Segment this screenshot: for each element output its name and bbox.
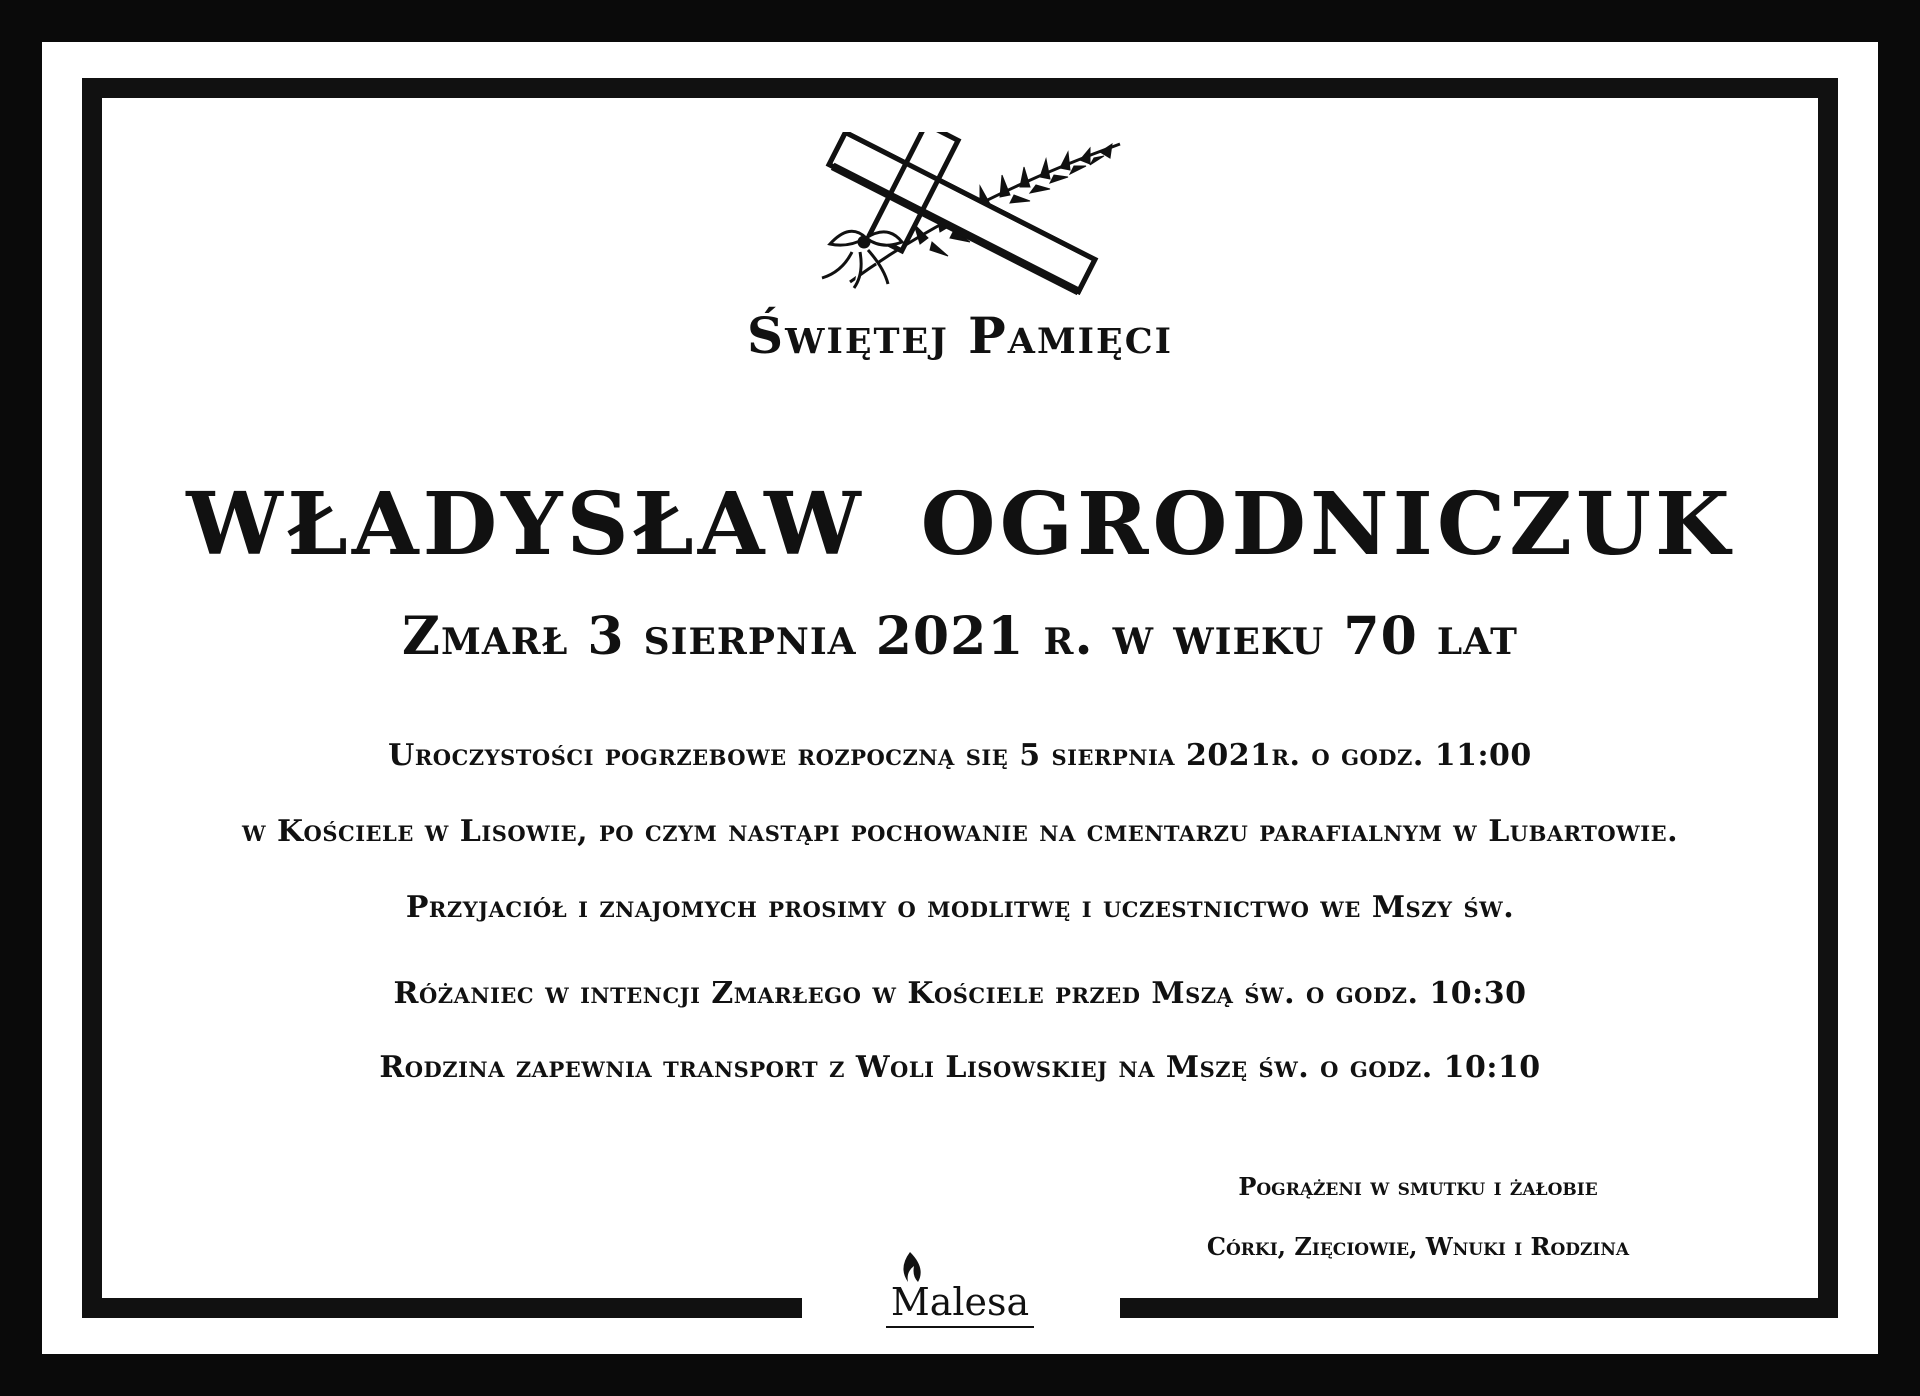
deceased-name: WŁADYSŁAW OGRODNICZUK	[186, 474, 1734, 575]
rosary-line: Różaniec w intencji Zmarłego w Kościele przed Mszą św. o godz. 10:30	[393, 976, 1527, 1011]
logo-text: Malesa	[890, 1280, 1030, 1324]
family-line: Córki, Zięciowie, Wnuki i Rodzina	[1206, 1232, 1630, 1261]
logo-underline	[886, 1326, 1034, 1328]
death-info: Zmarł 3 sierpnia 2021 r. w wieku 70 lat	[402, 606, 1518, 667]
burial-info-line: w Kościele w Lisowie, po czym nastąpi pochowanie na cmentarzu parafialnym w Lubartowie.	[241, 814, 1679, 849]
invitation-line: Przyjaciół i znajomych prosimy o modlitwę i uczestnictwo we Mszy św.	[405, 890, 1515, 925]
malesa-logo	[872, 1250, 1048, 1330]
funeral-info-line: Uroczystości pogrzebowe rozpoczną się 5 sierpnia 2021r. o godz. 11:00	[388, 738, 1532, 773]
transport-line: Rodzina zapewnia transport z Woli Lisowskiej na Mszę św. o godz. 10:10	[379, 1050, 1541, 1085]
mourners-line: Pogrążeni w smutku i żałobie	[1238, 1172, 1598, 1201]
page-title: Świętej Pamięci	[747, 306, 1173, 365]
cross-palm-icon	[790, 132, 1135, 302]
